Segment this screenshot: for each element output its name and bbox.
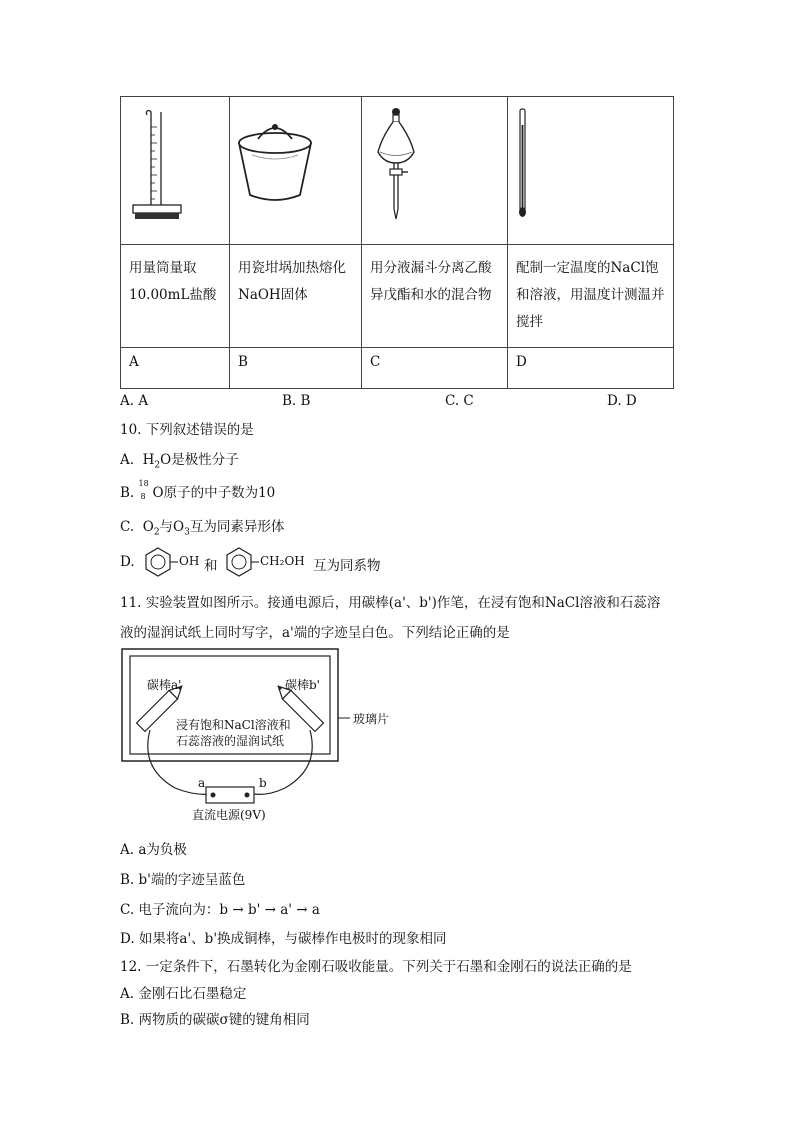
q12-option-b[interactable]: B. 两物质的碳碳σ键的键角相同 bbox=[120, 1012, 310, 1028]
test-paper-label-1: 浸有饱和NaCl溶液和 bbox=[176, 718, 291, 732]
q9-option-a[interactable]: A. A bbox=[120, 393, 149, 409]
option-c-description: 用分液漏斗分离乙酸异戊酯和水的混合物 bbox=[362, 245, 508, 348]
q10-c-o3: O bbox=[173, 519, 185, 535]
q10-c-o3-sub: 3 bbox=[184, 527, 190, 538]
isotope-mass: 18 bbox=[138, 479, 149, 488]
carbon-rod-a-label: 碳棒a' bbox=[147, 678, 182, 692]
benzyl-ch2oh-label: CH₂OH bbox=[260, 554, 305, 568]
option-b-label: B bbox=[230, 348, 362, 389]
q10-a-prefix: A. bbox=[120, 452, 135, 468]
q12-option-a[interactable]: A. 金刚石比石墨稳定 bbox=[120, 986, 247, 1002]
q10-option-a[interactable] bbox=[120, 448, 239, 471]
crucible-figure bbox=[230, 97, 362, 245]
q10-c-o2-sub: 2 bbox=[153, 527, 160, 538]
q10-a-o: O bbox=[160, 452, 172, 468]
q10-option-b[interactable] bbox=[120, 481, 275, 501]
option-c-label: C bbox=[362, 348, 508, 389]
isotope-z: 8 bbox=[140, 492, 146, 501]
apparatus-table bbox=[120, 96, 674, 389]
q10-stem: 10. 下列叙述错误的是 bbox=[120, 422, 254, 438]
q12-stem: 12. 一定条件下，石墨转化为金刚石吸收能量。下列关于石墨和金刚石的说法正确的是 bbox=[120, 959, 632, 975]
option-b-description: 用瓷坩埚加热熔化NaOH固体 bbox=[230, 245, 362, 348]
glass-slide-label: 玻璃片 bbox=[353, 712, 390, 726]
q10-option-c[interactable] bbox=[120, 515, 284, 538]
q10-a-sub: 2 bbox=[154, 460, 161, 471]
q11-option-b[interactable]: B. b'端的字迹呈蓝色 bbox=[120, 872, 246, 888]
q9-option-c[interactable]: C. C bbox=[445, 393, 474, 409]
q10-c-text: 互为同素异形体 bbox=[189, 519, 285, 535]
phenol-oh-label: OH bbox=[179, 554, 200, 568]
option-d-description: 配制一定温度的NaCl饱和溶液，用温度计测温并搅拌 bbox=[508, 245, 674, 348]
graduated-cylinder-figure bbox=[121, 97, 230, 245]
thermometer-figure bbox=[508, 97, 674, 245]
q10-d-prefix: D. bbox=[120, 554, 135, 570]
q10-a-h: H bbox=[142, 452, 155, 468]
option-a-description: 用量筒量取10.00mL盐酸 bbox=[121, 245, 230, 348]
power-supply-label: 直流电源(9V) bbox=[192, 808, 266, 822]
q10-c-mid: 与 bbox=[159, 519, 174, 535]
carbon-rod-b-label: 碳棒b' bbox=[285, 678, 320, 692]
option-d-label: D bbox=[508, 348, 674, 389]
separatory-funnel-figure bbox=[362, 97, 508, 245]
option-a-label: A bbox=[121, 348, 230, 389]
q9-option-b[interactable]: B. B bbox=[282, 393, 311, 409]
q10-a-text: 是极性分子 bbox=[171, 452, 239, 468]
q10-d-and: 和 bbox=[204, 558, 218, 574]
terminal-b-label: b bbox=[259, 776, 267, 790]
test-paper-label-2: 石蕊溶液的湿润试纸 bbox=[176, 734, 285, 748]
q11-option-d[interactable]: D. 如果将a'、b'换成铜棒，与碳棒作电极时的现象相同 bbox=[120, 931, 447, 947]
q10-c-prefix: C. bbox=[120, 519, 135, 535]
q11-option-a[interactable]: A. a为负极 bbox=[120, 842, 187, 858]
q10-d-text: 互为同系物 bbox=[313, 558, 381, 574]
q10-b-o: O bbox=[152, 485, 164, 501]
terminal-a-label: a bbox=[198, 776, 206, 790]
q10-c-o2: O bbox=[142, 519, 154, 535]
q11-option-c[interactable]: C. 电子流向为：b → b' → a' → a bbox=[120, 902, 320, 918]
q10-b-prefix: B. bbox=[120, 485, 135, 501]
q9-option-d[interactable]: D. D bbox=[607, 393, 637, 409]
q11-stem-line1: 11. 实验装置如图所示。接通电源后，用碳棒(a'、b')作笔，在浸有饱和NaCl溶液和石蕊溶 bbox=[120, 595, 661, 611]
isotope-notation bbox=[138, 479, 151, 501]
q10-b-text: 原子的中子数为10 bbox=[163, 485, 276, 501]
q11-stem-line2: 液的湿润试纸上同时写字，a'端的字迹呈白色。下列结论正确的是 bbox=[120, 625, 510, 641]
electrolysis-figure bbox=[120, 648, 410, 828]
